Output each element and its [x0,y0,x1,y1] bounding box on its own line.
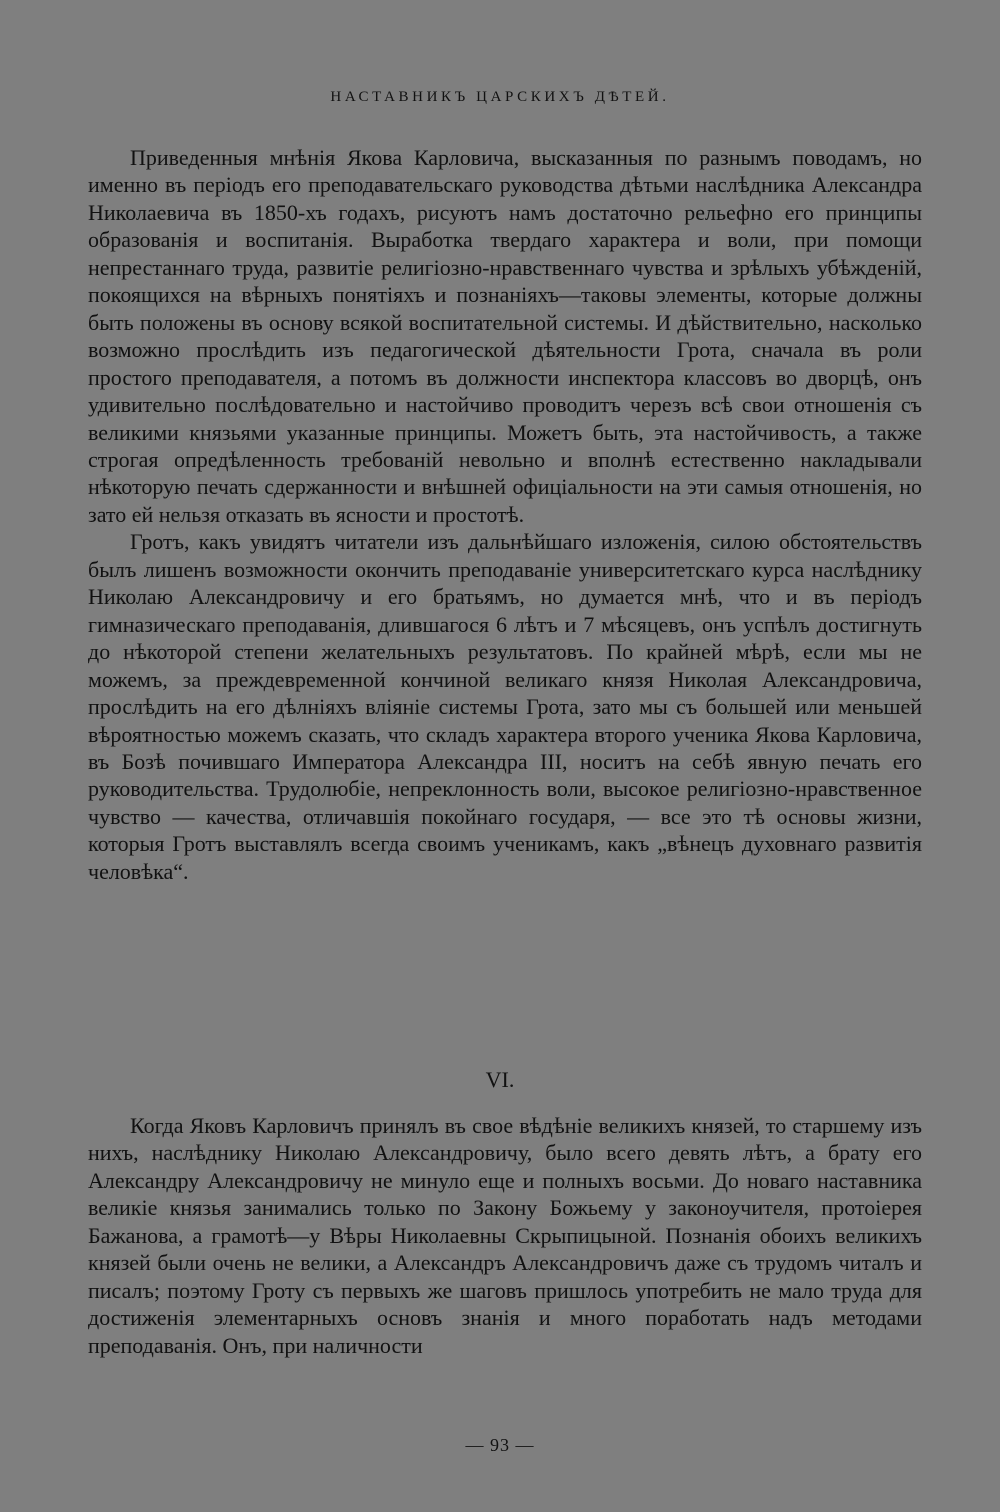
text-block-before-section [88,144,922,885]
text-block-after-section [88,1112,922,1359]
paragraph: Когда Яковъ Карловичъ принялъ въ свое вѣдѣніе великихъ князей, то старшему изъ нихъ, наслѣднику Николаю Александровичу, было всего девять лѣтъ, а брату его Александру Александровичу не минуло еще и полныхъ восьми. До новаго наставника великіе князья занимались только по Закону Божьему у законоучителя, протоіерея Бажанова, а грамотѣ—у Вѣры Николаевны Скрыпицыной. Познанія обоихъ великихъ князей были очень не велики, а Александръ Александровичъ даже съ трудомъ читалъ и писалъ; поэтому Гроту съ первыхъ же шаговъ пришлось употребить не мало труда для достиженія элементарныхъ основъ знанія и много поработать надъ методами преподаванія. Онъ, при наличности [88,1113,922,1358]
section-heading: VI. [485,1067,515,1092]
paragraph: Приведенныя мнѣнія Якова Карловича, высказанныя по разнымъ поводамъ, но именно въ періодъ его преподавательскаго руководства дѣтьми наслѣдника Александра Николаевича въ 1850-хъ годахъ, рисуютъ намъ достаточно рельефно его принципы образованія и воспитанія. Выработка твердаго характера и воли, при помощи непрестаннаго труда, развитіе религіозно-нравственнаго чувства и зрѣлыхъ убѣжденій, покоящихся на вѣрныхъ понятіяхъ и познаніяхъ—таковы элементы, которые должны быть положены въ основу всякой воспитательной системы. И дѣйствительно, насколько возможно прослѣдить изъ педагогической дѣятельности Грота, сначала въ роли простого преподавателя, а потомъ въ должности инспектора классовъ во дворцѣ, онъ удивительно послѣдовательно и настойчиво проводитъ черезъ всѣ свои отношенія съ великими князьями указанные принципы. Можетъ быть, эта настойчивость, а также строгая опредѣленность требованій невольно и вполнѣ естественно накладывали нѣкоторую печать сдержанности и внѣшней офиціальности на эти самыя отношенія, но зато ей нельзя отказать въ ясности и простотѣ. [88,145,922,527]
running-head: НАСТАВНИКЪ ЦАРСКИХЪ ДѢТЕЙ. [330,89,670,105]
page-number: — 93 — [465,1435,535,1455]
paragraph: Гротъ, какъ увидятъ читатели изъ дальнѣйшаго изложенія, силою обстоятельствъ былъ лишенъ возможности окончить преподаваніе университетскаго курса наслѣднику Николаю Александровичу и его братьямъ, но думается мнѣ, что и въ періодъ гимназическаго преподаванія, длившагося 6 лѣтъ и 7 мѣсяцевъ, онъ успѣлъ достигнуть до нѣкоторой степени желательныхъ результатовъ. По крайней мѣрѣ, если мы не можемъ, за преждевременной кончиной великаго князя Николая Александровича, прослѣдить на его дѣлніяхъ вліяніе системы Грота, зато мы съ большей или меньшей вѣроятностью можемъ сказать, что складъ характера второго ученика Якова Карловича, въ Бозѣ почившаго Императора Александра III, носитъ на себѣ явную печать его руководительства. Трудолюбіе, непреклонность воли, высокое религіозно-нравственное чувство — качества, отличавшія покойнаго государя, — все это тѣ основы жизни, которыя Гротъ выставлялъ всегда своимъ ученикамъ, какъ „вѣнецъ духовнаго развитія человѣка“. [88,529,922,884]
